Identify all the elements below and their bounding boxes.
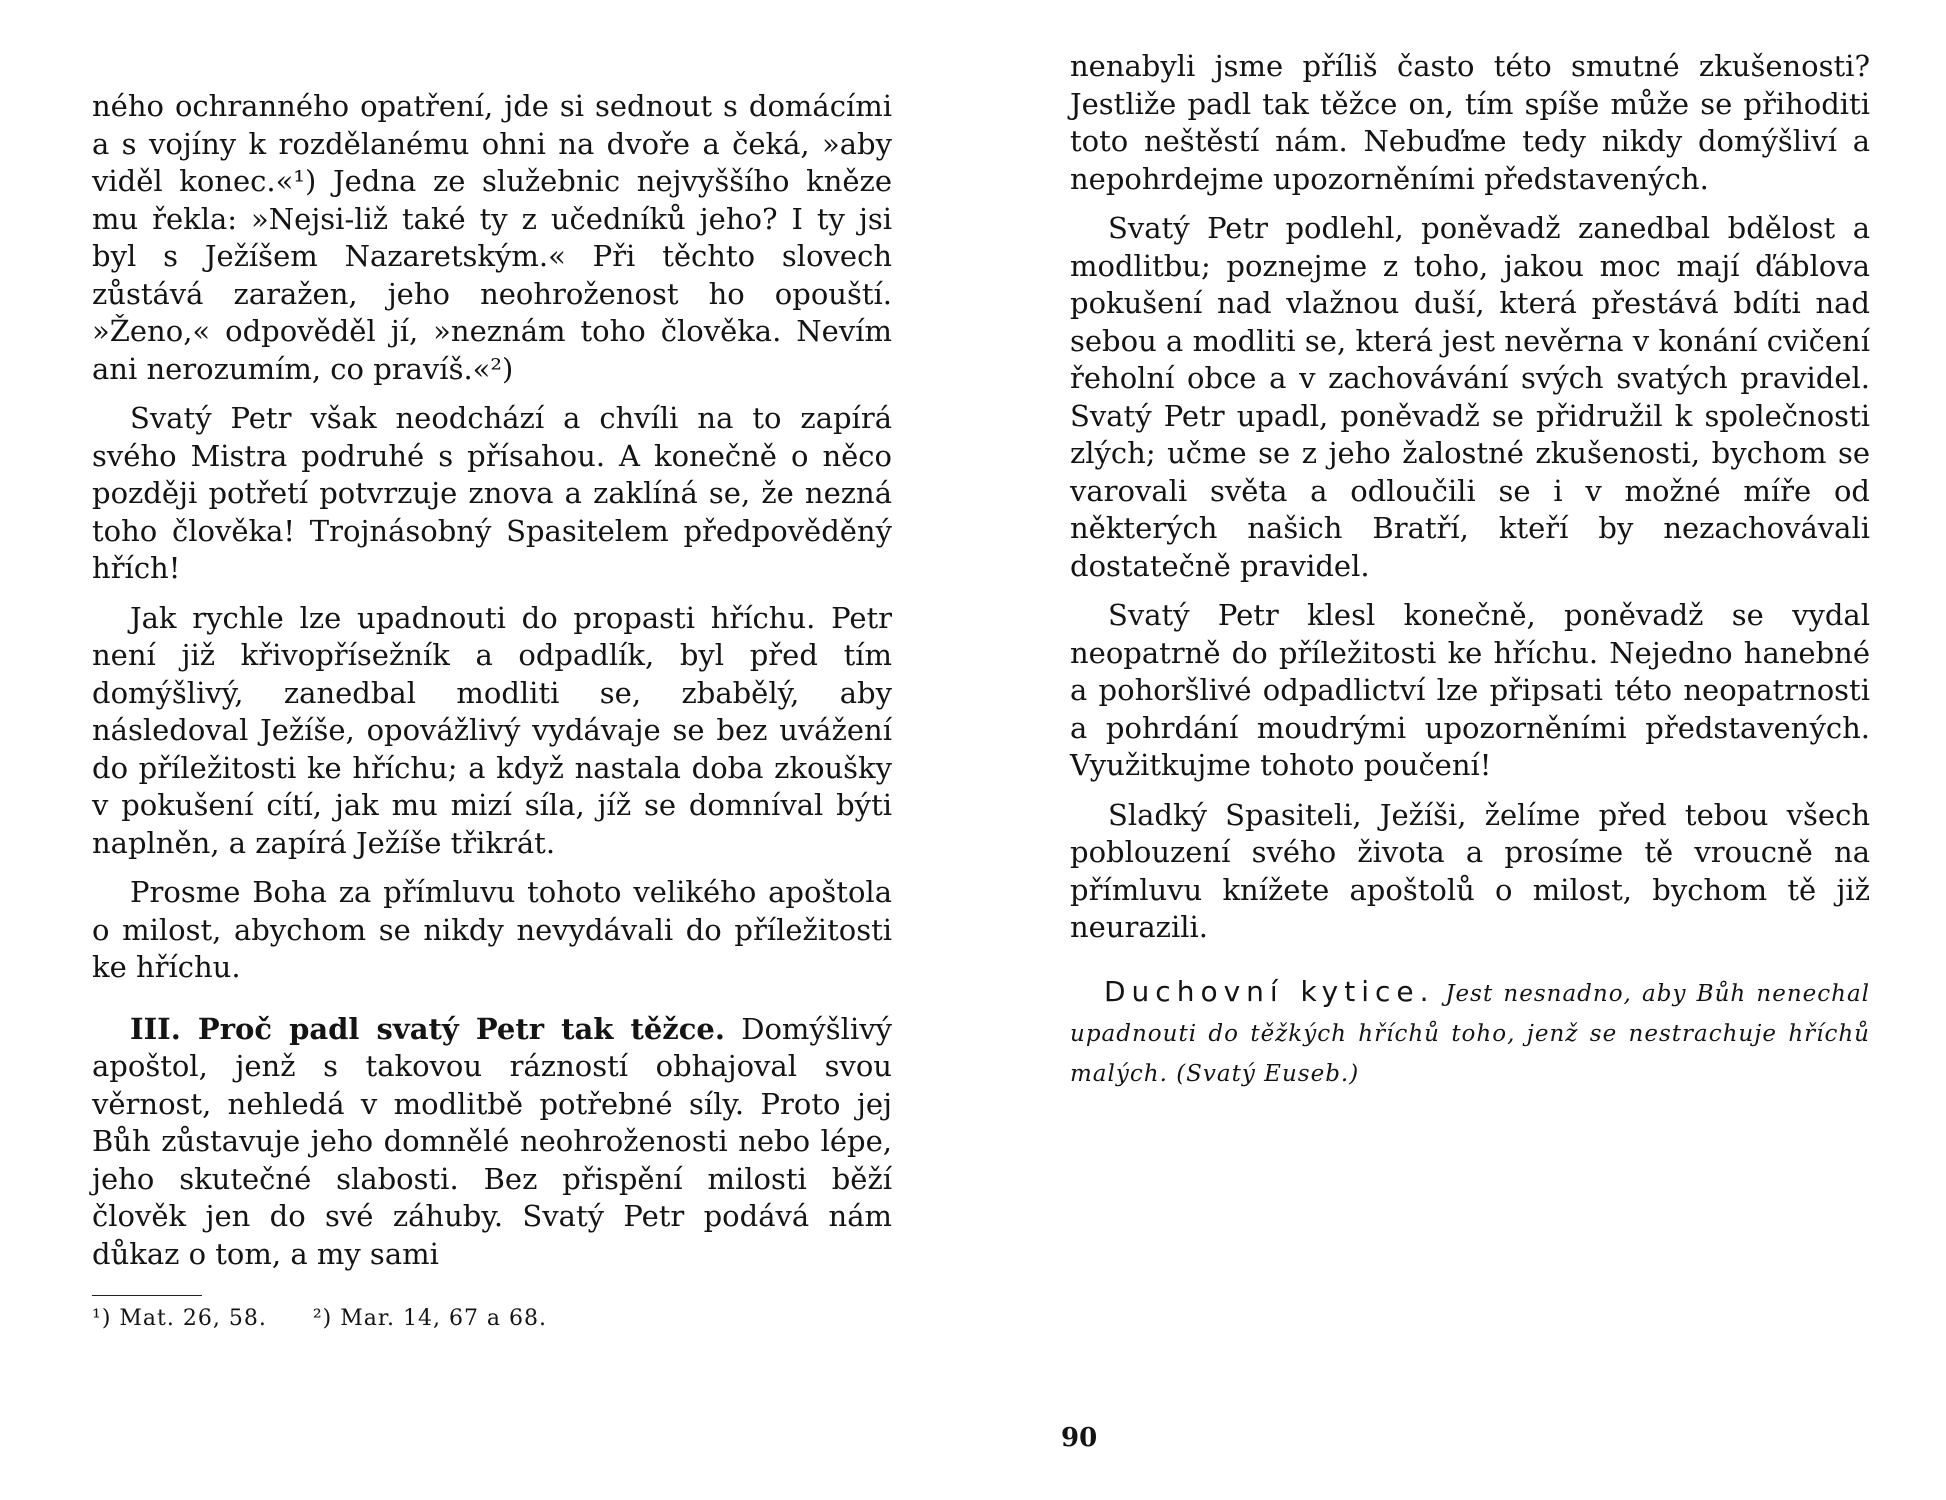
footnote-divider <box>92 1295 202 1296</box>
section-three-text: Domýšlivý apoštol, jenž s takovou rázností obhajoval svou věrnost, nehledá v modlitbě potřebné síly. Proto jej Bůh zůstavuje jeho domnělé neohroženosti nebo lépe, jeho skutečné slabosti. Bez přispění milosti běží člověk jen do své záhuby. Svatý Petr podává nám důkaz o tom, a my sami <box>92 1011 892 1271</box>
spiritual-bouquet-label: Duchovní kytice. <box>1104 974 1435 1008</box>
page-number: 90 <box>1061 1423 1098 1453</box>
left-paragraph-2: Svatý Petr však neodchází a chvíli na to zapírá svého Mistra podruhé s přísahou. A konečně o něco později potřetí potvrzuje znova a zaklíná se, že nezná toho člověka! Trojnásobný Spasitelem předpověděný hřích! <box>92 401 892 585</box>
left-page <box>92 88 892 1334</box>
right-paragraph-4: Sladký Spasiteli, Ježíši, želíme před tebou všech poblouzení svého života a prosíme tě vroucně na přímluvu knížete apoštolů o milost, bychom tě již neurazili. <box>1070 797 1870 944</box>
footnote-2: ²) Mar. 14, 67 a 68. <box>312 1306 548 1331</box>
right-paragraph-3: Svatý Petr klesl konečně, poněvadž se vydal neopatrně do příležitosti ke hříchu. Nejedno hanebné a pohoršlivé odpadlictví lze připsati této neopatrnosti a pohrdání moudrými upozorněními představených. Využitkujme tohoto poučení! <box>1070 598 1870 782</box>
section-three <box>92 1011 892 1274</box>
left-paragraph-3: Jak rychle lze upadnouti do propasti hříchu. Petr není již křivopřísežník a odpadlík, byl před tím domýšlivý, zanedbal modliti se, zbabělý, aby následoval Ježíše, opovážlivý vydávaje se bez uvážení do příležitosti ke hříchu; a když nastala doba zkoušky v pokušení cítí, jak mu mizí síla, jíž se domníval býti naplněn, a zapírá Ježíše třikrát. <box>92 600 892 860</box>
right-page <box>1070 48 1870 1105</box>
right-paragraph-1: nenabyli jsme příliš často této smutné zkušenosti? Jestliže padl tak těžce on, tím spíše může se přihoditi toto neštěstí nám. Nebuďme tedy nikdy domýšliví a nepohrdejme upozorněními představených. <box>1070 49 1870 196</box>
left-paragraph-4: Prosme Boha za přímluvu tohoto velikého apoštola o milost, abychom se nikdy nevydávali do příležitosti ke hříchu. <box>92 875 892 984</box>
right-paragraph-2: Svatý Petr podlehl, poněvadž zanedbal bdělost a modlitbu; poznejme z toho, jakou moc mají ďáblova pokušení nad vlažnou duší, která přestává bdíti nad sebou a modliti se, která jest nevěrna v konání cvičení řeholní obce a v zachovávání svých svatých pravidel. Svatý Petr upadl, poněvadž se přidružil k společnosti zlých; učme se z jeho žalostné zkušenosti, bychom se varovali světa a odloučili se i v možné míře od některých našich Bratří, kteří by nezachovávali dostatečně pravidel. <box>1070 211 1870 583</box>
left-paragraph-1: ného ochranného opatření, jde si sednout s domácími a s vojíny k rozdělanému ohni na dvoře a čeká, »aby viděl konec.«¹) Jedna ze služebnic nejvyššího kněze mu řekla: »Nejsi-liž také ty z učedníků jeho? I ty jsi byl s Ježíšem Nazaretským.« Při těchto slovech zůstává zaražen, jeho neohroženost ho opouští. »Ženo,« odpověděl jí, »neznám toho člověka. Nevím ani nerozumím, co pravíš.«²) <box>92 89 892 386</box>
spiritual-bouquet <box>1070 973 1870 1093</box>
section-three-heading: III. Proč padl svatý Petr tak těžce. <box>130 1011 725 1046</box>
spiritual-bouquet-quote: Jest nesnadno, aby Bůh nenechal upadnouti do těžkých hříchů toho, jenž se nestrachuje hříchů malých. (Svatý Euseb.) <box>1070 980 1871 1087</box>
footnote-1: ¹) Mat. 26, 58. <box>92 1306 267 1331</box>
footnotes <box>92 1304 892 1334</box>
